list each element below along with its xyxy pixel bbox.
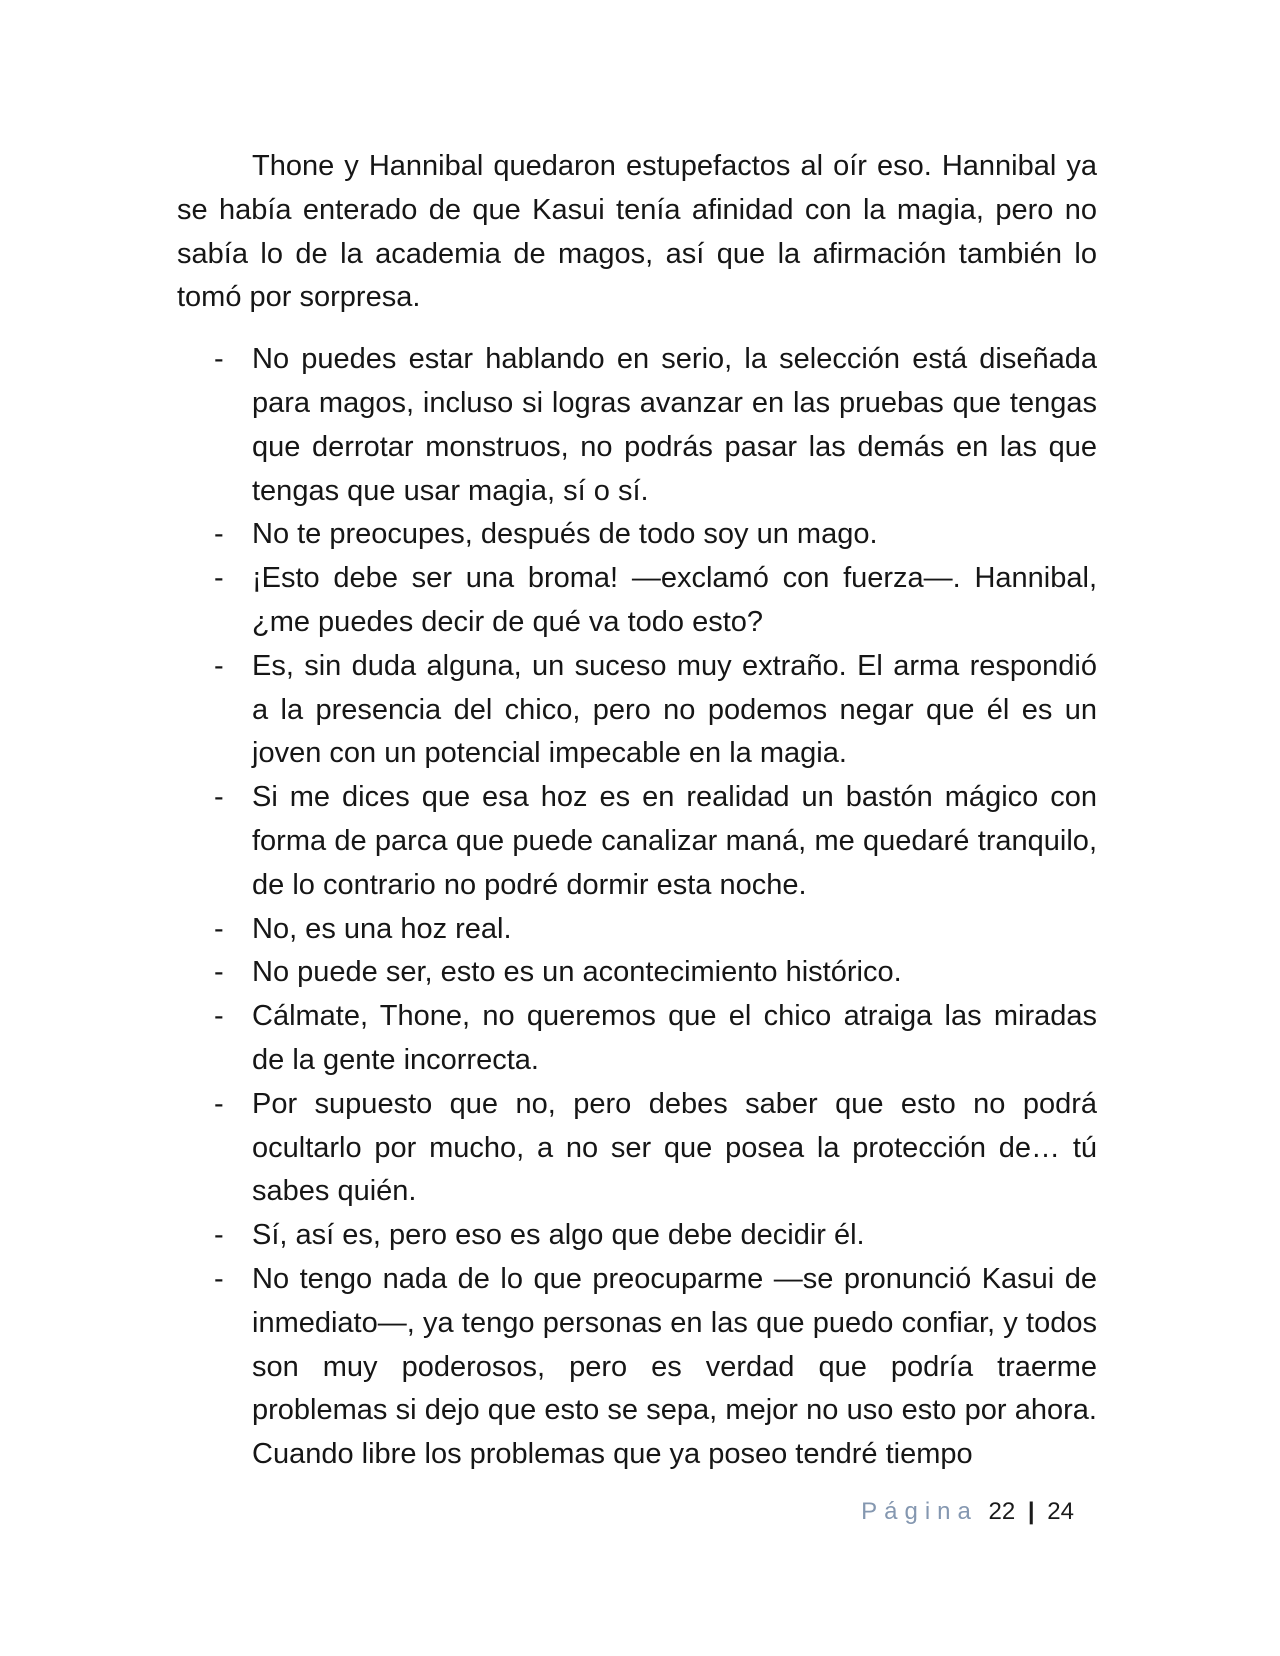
dialogue-line [177, 645, 1097, 776]
dialogue-line [177, 513, 1097, 557]
dialogue-text: No puede ser, esto es un acontecimiento histórico. [252, 956, 902, 989]
dialogue-line [177, 338, 1097, 513]
dialogue-dash: - [214, 956, 224, 989]
dialogue-line [177, 1214, 1097, 1258]
dialogue-text: No puedes estar hablando en serio, la selección está diseñada para magos, incluso si logras avanzar en las pruebas que tengas que derrotar monstruos, no podrás pasar las demás en las que tengas que usar magia, sí o sí. [252, 343, 1097, 507]
dialogue-dash: - [214, 1219, 224, 1252]
page-number: 22 [988, 1498, 1016, 1525]
dialogue-line [177, 908, 1097, 952]
dialogue-dash: - [214, 1262, 224, 1295]
dialogue-text: No tengo nada de lo que preocuparme —se pronunció Kasui de inmediato—, ya tengo personas en las que puedo confiar, y todos son muy poderosos, pero es verdad que podría traerme problemas si dejo que esto se sepa, mejor no uso esto por ahora. Cuando libre los problemas que ya poseo tendré tiempo [252, 1262, 1097, 1471]
dialogue-line [177, 1083, 1097, 1214]
dialogue-text: Cálmate, Thone, no queremos que el chico atraiga las miradas de la gente incorrecta. [252, 1000, 1097, 1076]
dialogue-text: Sí, así es, pero eso es algo que debe decidir él. [252, 1219, 865, 1252]
dialogue-line [177, 776, 1097, 907]
dialogue-text: No te preocupes, después de todo soy un mago. [252, 518, 878, 551]
dialogue-text: No, es una hoz real. [252, 912, 512, 945]
dialogue-line [177, 951, 1097, 995]
intro-paragraph: Thone y Hannibal quedaron estupefactos al oír eso. Hannibal ya se había enterado de que Kasui tenía afinidad con la magia, pero no sabía lo de la academia de magos, así que la afirmación también lo tomó por sorpresa. [177, 150, 1097, 314]
dialogue-text: ¡Esto debe ser una broma! —exclamó con fuerza—. Hannibal, ¿me puedes decir de qué va todo esto? [252, 562, 1097, 638]
page-body [177, 145, 1097, 1477]
dialogue-dash: - [214, 343, 224, 376]
dialogue-line [177, 557, 1097, 645]
dialogue-dash: - [214, 518, 224, 551]
page-label: Página [861, 1498, 978, 1525]
dialogue-dash: - [214, 1000, 224, 1033]
dialogue-dash: - [214, 781, 224, 814]
page-separator: | [1027, 1498, 1035, 1525]
dialogue-text: Es, sin duda alguna, un suceso muy extraño. El arma respondió a la presencia del chico, pero no podemos negar que él es un joven con un potencial impecable en la magia. [252, 649, 1097, 770]
dialogue-line [177, 995, 1097, 1083]
dialogue-text: Por supuesto que no, pero debes saber que esto no podrá ocultarlo por mucho, a no ser que posea la protección de… tú sabes quién. [252, 1087, 1097, 1208]
total-pages: 24 [1047, 1498, 1074, 1525]
dialogue-dash: - [214, 649, 224, 682]
dialogue-dash: - [214, 1087, 224, 1120]
dialogue-text: Si me dices que esa hoz es en realidad un bastón mágico con forma de parca que puede canalizar maná, me quedaré tranquilo, de lo contrario no podré dormir esta noche. [252, 781, 1097, 901]
dialogue-list [177, 338, 1097, 1477]
page-footer [861, 1497, 1074, 1527]
dialogue-dash: - [214, 562, 224, 595]
dialogue-dash: - [214, 912, 224, 945]
dialogue-line [177, 1258, 1097, 1477]
